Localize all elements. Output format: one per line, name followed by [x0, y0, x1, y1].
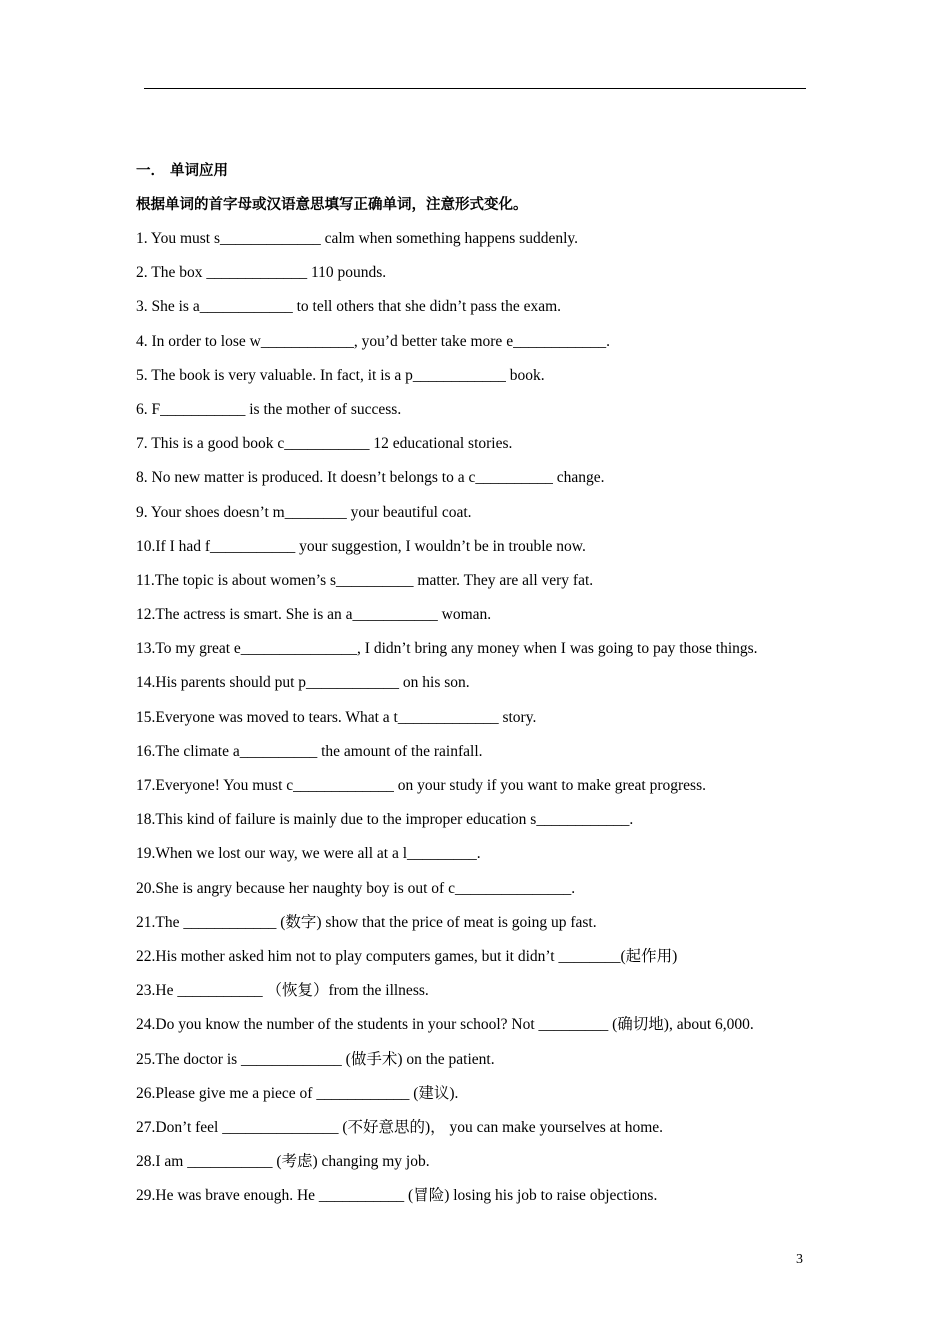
exercise-item: 6. F___________ is the mother of success. [136, 400, 402, 418]
section-instruction: 根据单词的首字母或汉语意思填写正确单词，注意形式变化。 [136, 197, 528, 213]
exercise-item: 2. The box _____________ 110 pounds. [136, 264, 387, 282]
exercise-item: 8. No new matter is produced. It doesn’t belongs to a c__________ change. [136, 469, 605, 487]
page-number: 3 [796, 1252, 803, 1267]
exercise-item: 20.She is angry because her naughty boy is out of c_______________. [136, 879, 576, 897]
exercise-item: 11.The topic is about women’s s__________ matter. They are all very fat. [136, 571, 594, 589]
section-title: 一． 单词应用 [136, 163, 229, 179]
exercise-item: 13.To my great e_______________, I didn’t bring any money when I was going to pay those things. [136, 640, 758, 658]
header-rule [144, 88, 806, 89]
exercise-item: 16.The climate a__________ the amount of the rainfall. [136, 742, 483, 760]
exercise-item: 1. You must s_____________ calm when something happens suddenly. [136, 230, 579, 247]
exercise-item: 21.The ____________ (数字) show that the price of meat is going up fast. [136, 913, 597, 931]
exercise-item: 28.I am ___________ (考虑) changing my job. [136, 1153, 430, 1171]
exercise-item: 10.If I had f___________ your suggestion, I wouldn’t be in trouble now. [136, 537, 586, 555]
exercise-section [136, 158, 826, 1217]
exercise-item: 4. In order to lose w____________, you’d better take more e____________. [136, 332, 610, 350]
exercise-item: 7. This is a good book c___________ 12 educational stories. [136, 435, 513, 453]
exercise-item: 22.His mother asked him not to play computers games, but it didn’t ________(起作用) [136, 947, 678, 965]
exercise-item: 26.Please give me a piece of ____________ (建议). [136, 1084, 459, 1102]
exercise-item: 5. The book is very valuable. In fact, it is a p____________ book. [136, 366, 545, 384]
exercise-item: 12.The actress is smart. She is an a___________ woman. [136, 606, 492, 624]
exercise-item: 25.The doctor is _____________ (做手术) on the patient. [136, 1050, 495, 1068]
exercise-item: 23.He ___________ （恢复）from the illness. [136, 982, 429, 1000]
exercise-item: 17.Everyone! You must c_____________ on your study if you want to make great progress. [136, 777, 706, 794]
exercise-item: 14.His parents should put p____________ on his son. [136, 674, 470, 692]
exercise-item: 18.This kind of failure is mainly due to the improper education s____________. [136, 811, 634, 829]
exercise-item: 19.When we lost our way, we were all at a l_________. [136, 845, 481, 863]
exercise-list [136, 226, 826, 1209]
exercise-item: 3. She is a____________ to tell others that she didn’t pass the exam. [136, 298, 562, 316]
exercise-item: 24.Do you know the number of the students in your school? Not _________ (确切地), about 6,000. [136, 1016, 754, 1034]
exercise-item: 29.He was brave enough. He ___________ (冒险) losing his job to raise objections. [136, 1187, 658, 1205]
exercise-item: 27.Don’t feel _______________ (不好意思的)， you can make yourselves at home. [136, 1118, 664, 1136]
exercise-item: 15.Everyone was moved to tears. What a t_____________ story. [136, 708, 537, 726]
exercise-item: 9. Your shoes doesn’t m________ your beautiful coat. [136, 503, 472, 521]
